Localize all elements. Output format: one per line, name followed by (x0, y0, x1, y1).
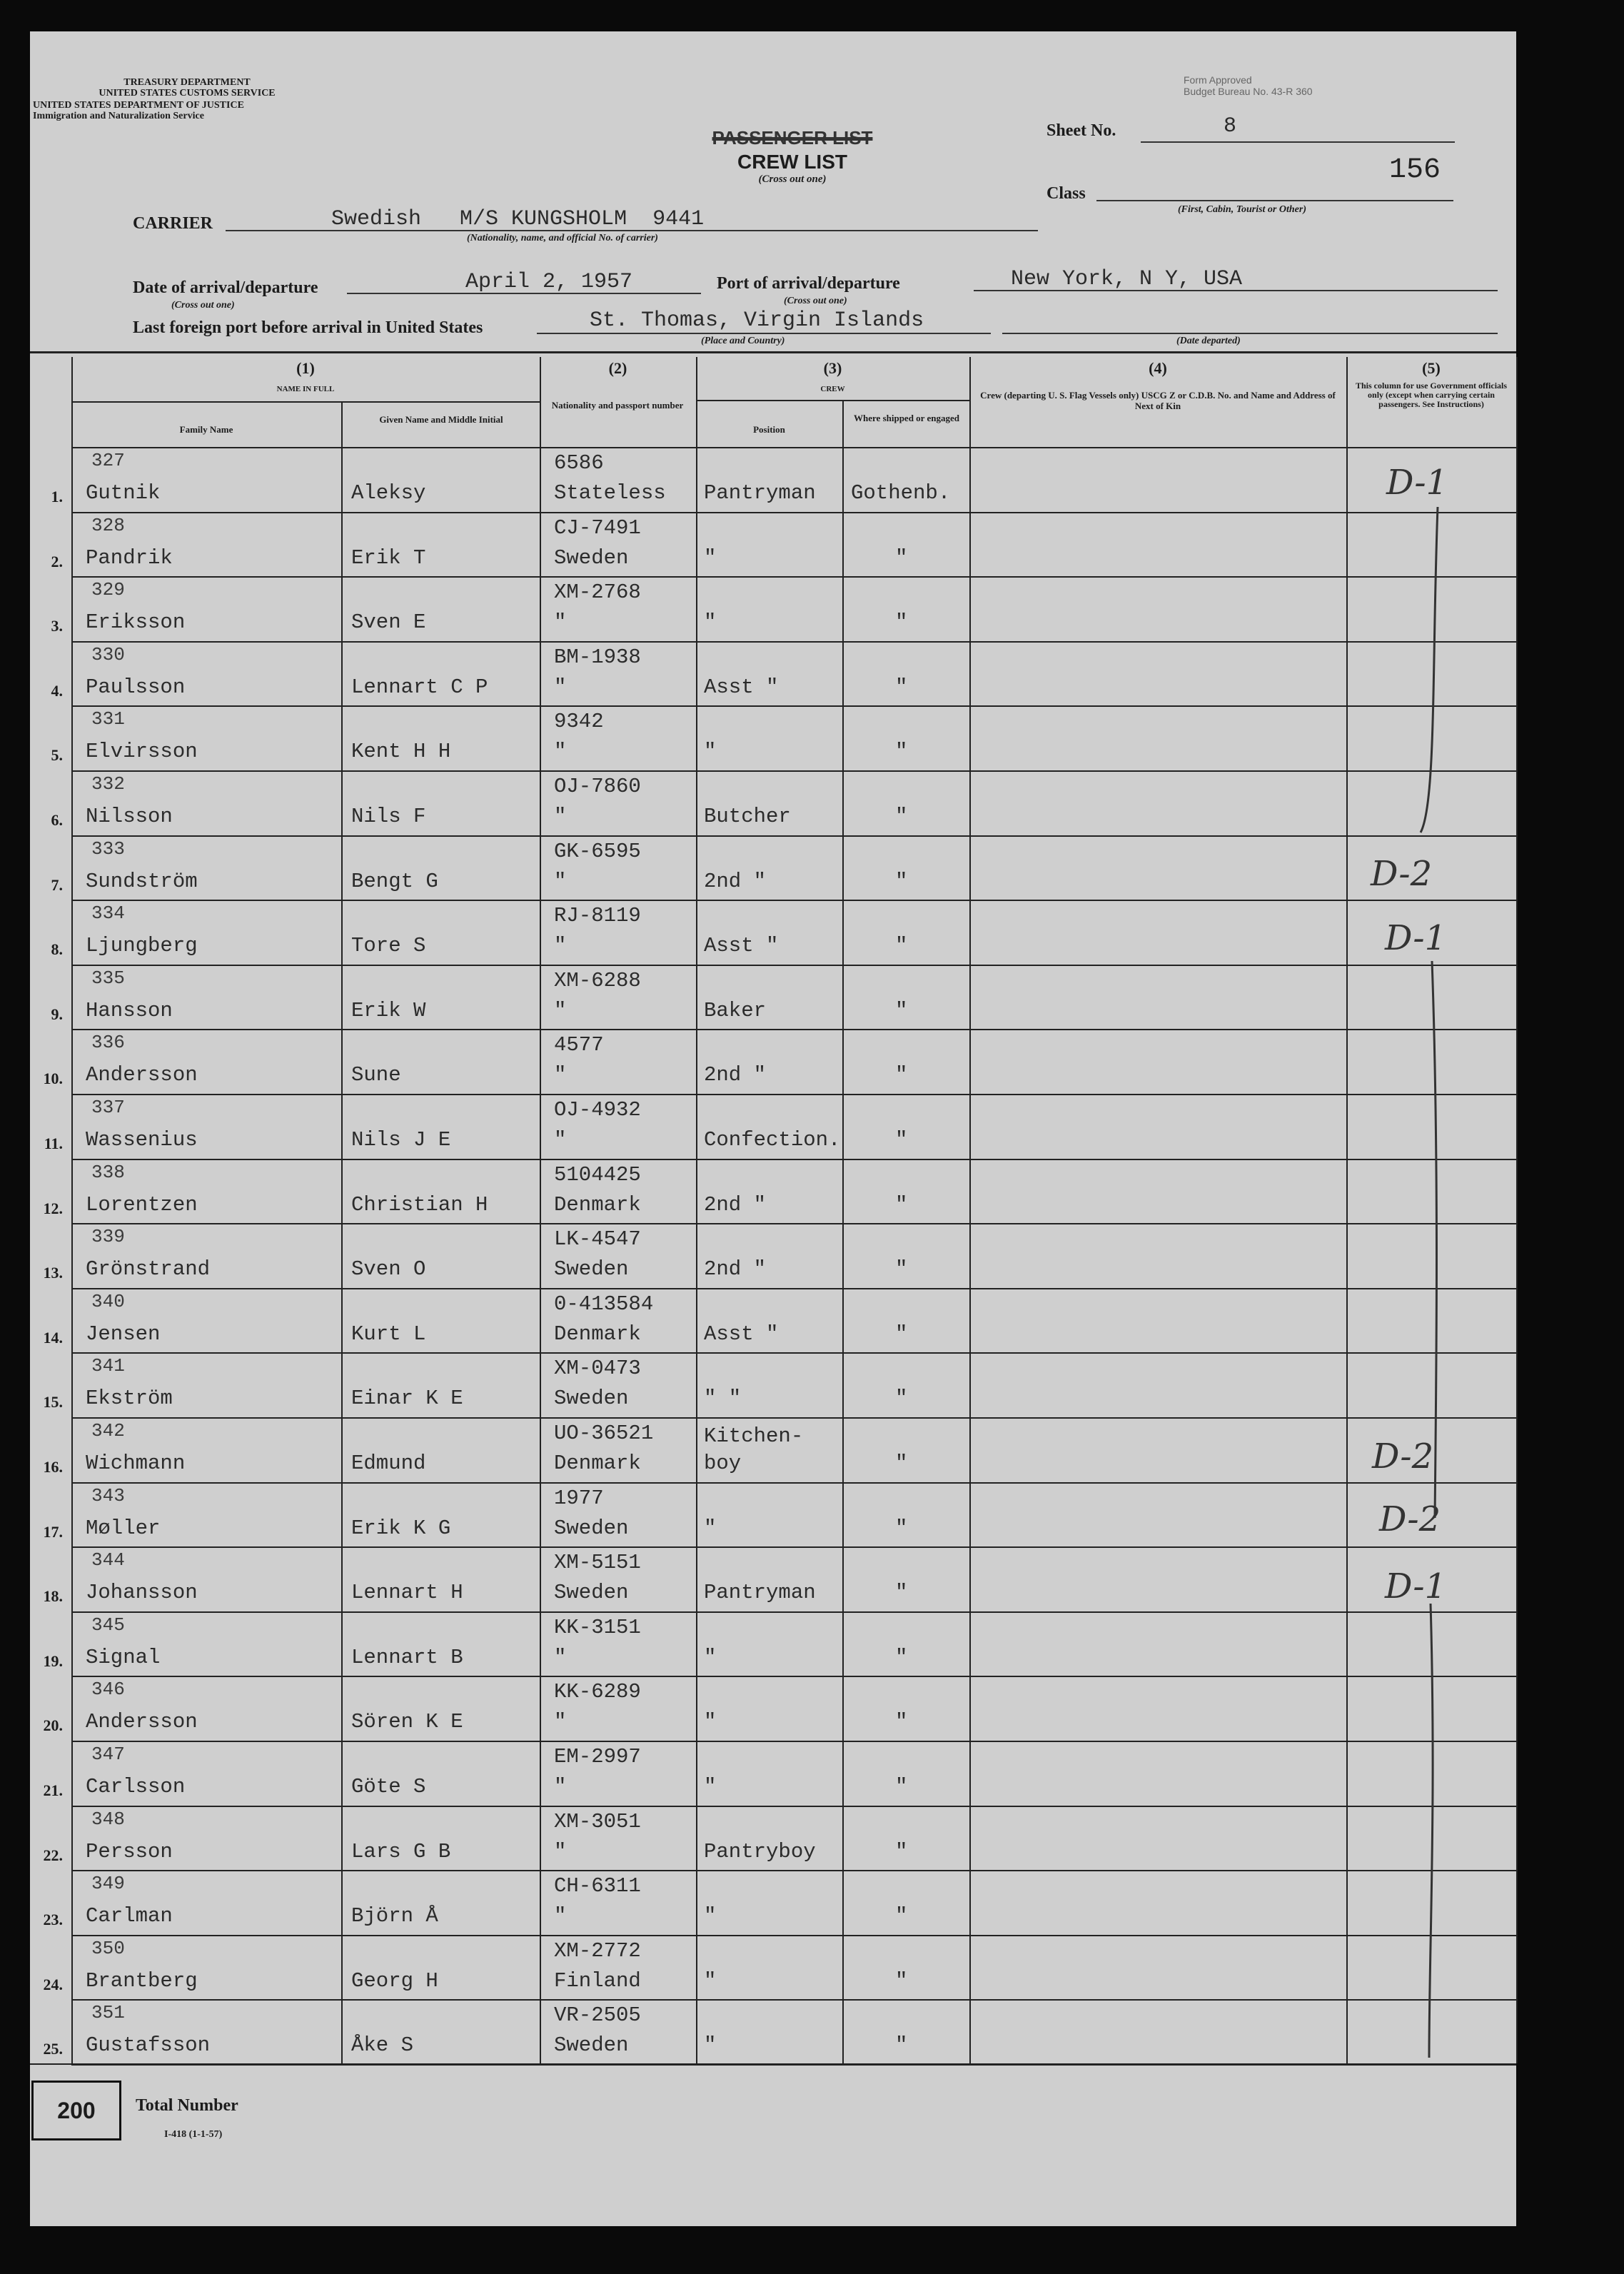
position: " (704, 1710, 717, 1734)
family-name: Eriksson (86, 610, 186, 635)
form-approved-note (1184, 74, 1313, 97)
passenger-list-struck: PASSENGER LIST (712, 127, 873, 149)
row-divider (71, 965, 1516, 966)
position: " (704, 610, 717, 635)
passport-number: XM-0473 (554, 1357, 641, 1381)
row-divider (71, 1870, 1516, 1871)
nationality: " (554, 1775, 567, 1798)
where-engaged: " (895, 1063, 908, 1087)
given-name: Sven O (351, 1257, 426, 1282)
carrier-underline (226, 230, 1038, 231)
last-port-value: St. Thomas, Virgin Islands (590, 308, 924, 333)
crew-sequence-number: 328 (91, 514, 125, 536)
crew-sequence-number: 346 (91, 1679, 125, 1701)
total-number-box: 200 (31, 2081, 121, 2140)
position: Pantryman (704, 481, 816, 505)
position: 2nd " (704, 869, 767, 893)
row-number: 1. (51, 488, 63, 505)
given-name: Sune (351, 1063, 401, 1087)
passport-number: 4577 (554, 1033, 604, 1057)
crew-sequence-number: 348 (91, 1808, 125, 1830)
row-divider (71, 1676, 1516, 1677)
given-name: Lars G B (351, 1839, 451, 1863)
row-number: 20. (43, 1716, 63, 1735)
date-underline (347, 293, 701, 294)
passport-number: OJ-7860 (554, 775, 641, 798)
where-engaged: " (895, 1645, 908, 1669)
family-name: Grönstrand (86, 1257, 211, 1282)
row-number: 3. (51, 617, 63, 635)
where-engaged: " (895, 1452, 908, 1475)
nationality: " (554, 805, 567, 828)
col1-number: (1) (296, 359, 315, 377)
row-number: 23. (43, 1911, 63, 1929)
passport-number: 6586 (554, 451, 604, 475)
given-name: Aleksy (351, 481, 426, 505)
port-underline (974, 290, 1498, 291)
annotation-row7: D-2 (1371, 854, 1433, 894)
row-divider (71, 512, 1516, 513)
row-number: 14. (43, 1328, 63, 1347)
family-name: Gustafsson (86, 2033, 211, 2058)
position: 2nd " (704, 1257, 767, 1282)
given-name: Erik W (351, 998, 426, 1022)
where-engaged: " (895, 1322, 908, 1346)
where-engaged: " (895, 1968, 908, 1993)
row-divider (71, 1546, 1516, 1548)
given-name: Nils J E (351, 1128, 451, 1152)
where-engaged: " (895, 1128, 908, 1152)
position-header: Position (753, 424, 785, 435)
where-engaged: " (895, 1257, 908, 1282)
crew-sequence-number: 343 (91, 1484, 125, 1506)
crew-sequence-number: 334 (91, 902, 125, 925)
nationality: Sweden (554, 1516, 629, 1540)
given-name: Kurt L (351, 1322, 426, 1346)
crew-sequence-number: 331 (91, 708, 125, 730)
last-port-underline (537, 333, 991, 334)
nationality: Denmark (554, 1192, 641, 1217)
passport-number: CJ-7491 (554, 515, 641, 540)
where-engaged: " (895, 1775, 908, 1798)
row-number: 13. (43, 1264, 63, 1282)
given-name: Nils F (351, 805, 426, 828)
given-name-header: Given Name and Middle Initial (379, 414, 503, 425)
crew-sequence-number: 345 (91, 1614, 125, 1636)
passport-number: CH-6311 (554, 1874, 641, 1898)
row-number: 24. (43, 1975, 63, 1993)
date-departed-hint: (Date departed) (1176, 336, 1241, 346)
col4-title: Crew (departing U. S. Flag Vessels only) USCG Z or C.D.B. No. and Name and Address of Next of Kin (980, 390, 1336, 411)
nationality: " (554, 675, 567, 699)
cross-out-hint: (Cross out one) (758, 173, 827, 185)
row-divider (71, 1094, 1516, 1095)
passport-number: 0-413584 (554, 1292, 654, 1316)
col2-number: (2) (608, 359, 627, 377)
given-name: Tore S (351, 934, 426, 958)
row-divider (71, 705, 1516, 707)
given-name: Erik T (351, 545, 426, 570)
family-name: Paulsson (86, 675, 186, 699)
position: " (704, 740, 717, 764)
place-hint: (Place and Country) (701, 336, 785, 346)
family-name: Wassenius (86, 1128, 198, 1152)
family-name: Gutnik (86, 481, 161, 505)
sheet-label: Sheet No. (1046, 121, 1116, 140)
crew-sequence-number: 329 (91, 579, 125, 601)
nationality: Sweden (554, 2033, 629, 2058)
table-bottom-border (30, 2063, 1516, 2065)
given-name: Göte S (351, 1775, 426, 1798)
where-engaged: " (895, 869, 908, 893)
annotation-row16: D-2 (1372, 1437, 1434, 1476)
position: Butcher (704, 805, 791, 828)
row-divider (71, 835, 1516, 837)
family-name: Ekström (86, 1387, 173, 1411)
row-number: 16. (43, 1458, 63, 1476)
nationality: " (554, 869, 567, 893)
form-number: I-418 (1-1-57) (164, 2129, 223, 2140)
row-divider (71, 1417, 1516, 1419)
family-name: Pandrik (86, 545, 173, 570)
where-engaged: " (895, 1839, 908, 1863)
position: " (704, 2033, 717, 2058)
port-value: New York, N Y, USA (1011, 267, 1243, 291)
nationality: " (554, 1710, 567, 1734)
nationality: " (554, 1645, 567, 1669)
row-number: 4. (51, 681, 63, 700)
where-engaged: " (895, 1710, 908, 1734)
annotation-row8: D-1 (1385, 918, 1447, 958)
date-label: Date of arrival/departure (133, 278, 318, 297)
family-name: Sundström (86, 869, 198, 893)
date-departed-underline (1002, 333, 1498, 334)
crew-sequence-number: 349 (91, 1873, 125, 1895)
class-underline (1096, 200, 1453, 201)
header-subline (71, 401, 540, 403)
port-hint: (Cross out one) (784, 296, 847, 306)
position: Pantryboy (704, 1839, 816, 1863)
nationality: " (554, 1128, 567, 1152)
col5-title: This column for use Government officials only (except when carrying certain passengers. See Instructions) (1355, 381, 1508, 409)
passport-number: XM-3051 (554, 1809, 641, 1833)
row-number: 7. (51, 875, 63, 894)
given-name: Einar K E (351, 1387, 463, 1411)
crew-sequence-number: 339 (91, 1226, 125, 1248)
nationality: Finland (554, 1968, 641, 1993)
given-name: Lennart B (351, 1645, 463, 1669)
agency-header-2 (33, 100, 244, 121)
header-subline (696, 400, 969, 401)
where-engaged: " (895, 998, 908, 1022)
col4-number: (4) (1149, 359, 1167, 377)
row-number: 15. (43, 1393, 63, 1412)
agency-line: UNITED STATES CUSTOMS SERVICE (99, 88, 276, 99)
passport-number: EM-2997 (554, 1745, 641, 1769)
passport-number: VR-2505 (554, 2003, 641, 2028)
passport-number: 5104425 (554, 1162, 641, 1187)
passport-number: XM-2768 (554, 580, 641, 605)
carrier-hint: (Nationality, name, and official No. of carrier) (467, 233, 658, 243)
family-name: Carlman (86, 1904, 173, 1928)
agency-line: Immigration and Naturalization Service (33, 111, 204, 121)
nationality: Denmark (554, 1322, 641, 1346)
family-name: Carlsson (86, 1775, 186, 1798)
family-name: Persson (86, 1839, 173, 1863)
crew-sequence-number: 337 (91, 1097, 125, 1118)
class-label: Class (1046, 184, 1086, 203)
crew-sequence-number: 327 (91, 450, 125, 471)
form-approved-line: Form Approved (1184, 74, 1252, 86)
nationality: Sweden (554, 1387, 629, 1411)
passport-number: OJ-4932 (554, 1098, 641, 1122)
nationality: " (554, 740, 567, 764)
position: " (704, 545, 717, 570)
crew-sequence-number: 335 (91, 967, 125, 989)
where-engaged: " (895, 1581, 908, 1605)
family-name: Jensen (86, 1322, 161, 1346)
row-number: 19. (43, 1651, 63, 1670)
where-engaged: Gothenb. (851, 481, 951, 505)
given-name: Åke S (351, 2033, 414, 2058)
given-name: Sören K E (351, 1710, 463, 1734)
position: " " (704, 1387, 742, 1411)
position: Asst " (704, 934, 779, 958)
family-name: Elvirsson (86, 740, 198, 764)
annotation-row18: D-1 (1385, 1566, 1447, 1606)
row-divider (71, 900, 1516, 901)
position: " (704, 1904, 717, 1928)
carrier-label: CARRIER (133, 214, 213, 233)
position: Confection. (704, 1128, 841, 1152)
position: Baker (704, 998, 767, 1022)
row-divider (71, 1352, 1516, 1354)
row-divider (71, 1288, 1516, 1289)
position: 2nd " (704, 1063, 767, 1087)
col2-title: Nationality and passport number (551, 400, 684, 411)
passport-number: 1977 (554, 1486, 604, 1510)
port-label: Port of arrival/departure (717, 274, 900, 293)
crew-sequence-number: 344 (91, 1549, 125, 1571)
form-approved-line: Budget Bureau No. 43-R 360 (1184, 86, 1313, 97)
sheet-number: 8 (1224, 114, 1237, 139)
crew-sequence-number: 338 (91, 1161, 125, 1183)
nationality: Stateless (554, 481, 666, 505)
table-right-border (1516, 357, 1518, 2063)
table-left-border (71, 357, 73, 2063)
family-name: Brantberg (86, 1968, 198, 1993)
agency-header (80, 77, 294, 99)
annotation-row1: D-1 (1386, 463, 1448, 503)
position: " (704, 1516, 717, 1540)
row-divider (71, 1159, 1516, 1160)
given-name: Björn Å (351, 1904, 438, 1928)
given-name: Georg H (351, 1968, 438, 1993)
row-divider (71, 1029, 1516, 1030)
position-line2: boy (704, 1452, 742, 1475)
table-top-border (30, 351, 1516, 353)
sheet-underline (1141, 141, 1455, 143)
given-name: Lennart H (351, 1581, 463, 1605)
passport-number: KK-6289 (554, 1680, 641, 1704)
last-port-label: Last foreign port before arrival in United States (133, 318, 483, 337)
row-divider (71, 770, 1516, 772)
passport-number: LK-4547 (554, 1227, 641, 1252)
row-number: 18. (43, 1587, 63, 1606)
given-name: Christian H (351, 1192, 488, 1217)
row-number: 9. (51, 1005, 63, 1023)
row-divider (71, 1999, 1516, 2001)
position: Asst " (704, 1322, 779, 1346)
where-engaged: " (895, 675, 908, 699)
where-engaged: " (895, 1904, 908, 1928)
nationality: Denmark (554, 1452, 641, 1475)
date-value: April 2, 1957 (465, 270, 633, 294)
where-engaged: " (895, 934, 908, 958)
row-number: 6. (51, 811, 63, 829)
where-engaged: " (895, 1516, 908, 1540)
list-title (685, 127, 899, 186)
row-number: 25. (43, 2040, 63, 2058)
col-divider (696, 357, 697, 2063)
family-name: Andersson (86, 1063, 198, 1087)
col3-number: (3) (823, 359, 842, 377)
crew-sequence-number: 330 (91, 643, 125, 665)
crew-sequence-number: 333 (91, 837, 125, 860)
where-engaged: " (895, 1387, 908, 1411)
nationality: " (554, 1063, 567, 1087)
where-engaged: " (895, 740, 908, 764)
position: " (704, 1775, 717, 1798)
agency-line: TREASURY DEPARTMENT (123, 77, 251, 88)
where-engaged: " (895, 805, 908, 828)
passport-number: 9342 (554, 710, 604, 734)
position: Pantryman (704, 1581, 816, 1605)
row-divider (71, 576, 1516, 578)
col-divider (540, 357, 541, 2063)
where-engaged: " (895, 610, 908, 635)
passport-number: UO-36521 (554, 1422, 654, 1445)
family-name: Møller (86, 1516, 161, 1540)
row-number: 8. (51, 940, 63, 959)
row-divider (71, 1223, 1516, 1224)
crew-list-title: CREW LIST (737, 151, 847, 173)
given-name: Erik K G (351, 1516, 451, 1540)
header-bottom-line (71, 447, 1516, 448)
family-name: Wichmann (86, 1452, 186, 1475)
crew-sequence-number: 340 (91, 1290, 125, 1312)
family-name: Ljungberg (86, 934, 198, 958)
position: " (704, 1968, 717, 1993)
row-number: 17. (43, 1522, 63, 1541)
family-name: Signal (86, 1645, 161, 1669)
position: " (704, 1645, 717, 1669)
row-number: 21. (43, 1781, 63, 1799)
crew-sequence-number: 341 (91, 1355, 125, 1377)
class-hint: (First, Cabin, Tourist or Other) (1178, 204, 1306, 215)
col-divider (842, 400, 844, 2063)
col1-title: NAME IN FULL (276, 385, 335, 393)
col-divider (969, 357, 971, 2063)
row-divider (71, 1935, 1516, 1936)
family-name: Andersson (86, 1710, 198, 1734)
annotation-row17: D-2 (1379, 1499, 1441, 1539)
given-name: Kent H H (351, 740, 451, 764)
crew-sequence-number: 342 (91, 1420, 125, 1442)
family-name: Lorentzen (86, 1192, 198, 1217)
col5-number: (5) (1422, 359, 1441, 377)
row-number: 11. (44, 1135, 63, 1152)
crew-sequence-number: 351 (91, 2002, 125, 2024)
nationality: Sweden (554, 545, 629, 570)
annotation-brackets (1346, 447, 1516, 2068)
crew-sequence-number: 332 (91, 773, 125, 795)
nationality: Sweden (554, 1257, 629, 1282)
where-engaged: " (895, 545, 908, 570)
given-name: Lennart C P (351, 675, 488, 699)
passport-number: XM-2772 (554, 1938, 641, 1963)
given-name: Edmund (351, 1452, 426, 1475)
total-number-label: Total Number (136, 2096, 238, 2115)
carrier-value: Swedish M/S KUNGSHOLM 9441 (331, 207, 705, 231)
nationality: " (554, 934, 567, 958)
passport-number: XM-5151 (554, 1551, 641, 1575)
position: 2nd " (704, 1192, 767, 1217)
agency-line: UNITED STATES DEPARTMENT OF JUSTICE (33, 100, 244, 111)
nationality: " (554, 610, 567, 635)
family-name: Hansson (86, 998, 173, 1022)
nationality: Sweden (554, 1581, 629, 1605)
given-name: Bengt G (351, 869, 438, 893)
nationality: " (554, 998, 567, 1022)
crew-sequence-number: 347 (91, 1744, 125, 1765)
position: Asst " (704, 675, 779, 699)
passport-number: GK-6595 (554, 839, 641, 863)
row-divider (71, 1741, 1516, 1742)
col-divider (341, 403, 343, 2063)
row-divider (71, 641, 1516, 643)
family-name: Nilsson (86, 805, 173, 828)
row-number: 2. (51, 552, 63, 570)
crew-sequence-number: 350 (91, 1937, 125, 1959)
family-name: Johansson (86, 1581, 198, 1605)
where-engaged-header: Where shipped or engaged (854, 413, 959, 423)
row-number: 22. (43, 1846, 63, 1864)
row-divider (71, 1482, 1516, 1484)
row-divider (71, 1806, 1516, 1807)
where-engaged: " (895, 2033, 908, 2058)
crew-sequence-number: 336 (91, 1032, 125, 1054)
nationality: " (554, 1839, 567, 1863)
position: Kitchen- (704, 1424, 804, 1448)
passport-number: XM-6288 (554, 968, 641, 992)
family-name-header: Family Name (179, 424, 233, 435)
col3-title: CREW (820, 385, 845, 393)
row-divider (71, 1611, 1516, 1613)
date-hint: (Cross out one) (171, 300, 235, 311)
row-number: 10. (43, 1070, 63, 1088)
passport-number: RJ-8119 (554, 904, 641, 928)
passport-number: KK-3151 (554, 1615, 641, 1639)
where-engaged: " (895, 1192, 908, 1217)
given-name: Sven E (351, 610, 426, 635)
stamp-number: 156 (1389, 154, 1441, 186)
row-number: 5. (51, 746, 63, 765)
passport-number: BM-1938 (554, 645, 641, 669)
nationality: " (554, 1904, 567, 1928)
row-number: 12. (43, 1199, 63, 1217)
